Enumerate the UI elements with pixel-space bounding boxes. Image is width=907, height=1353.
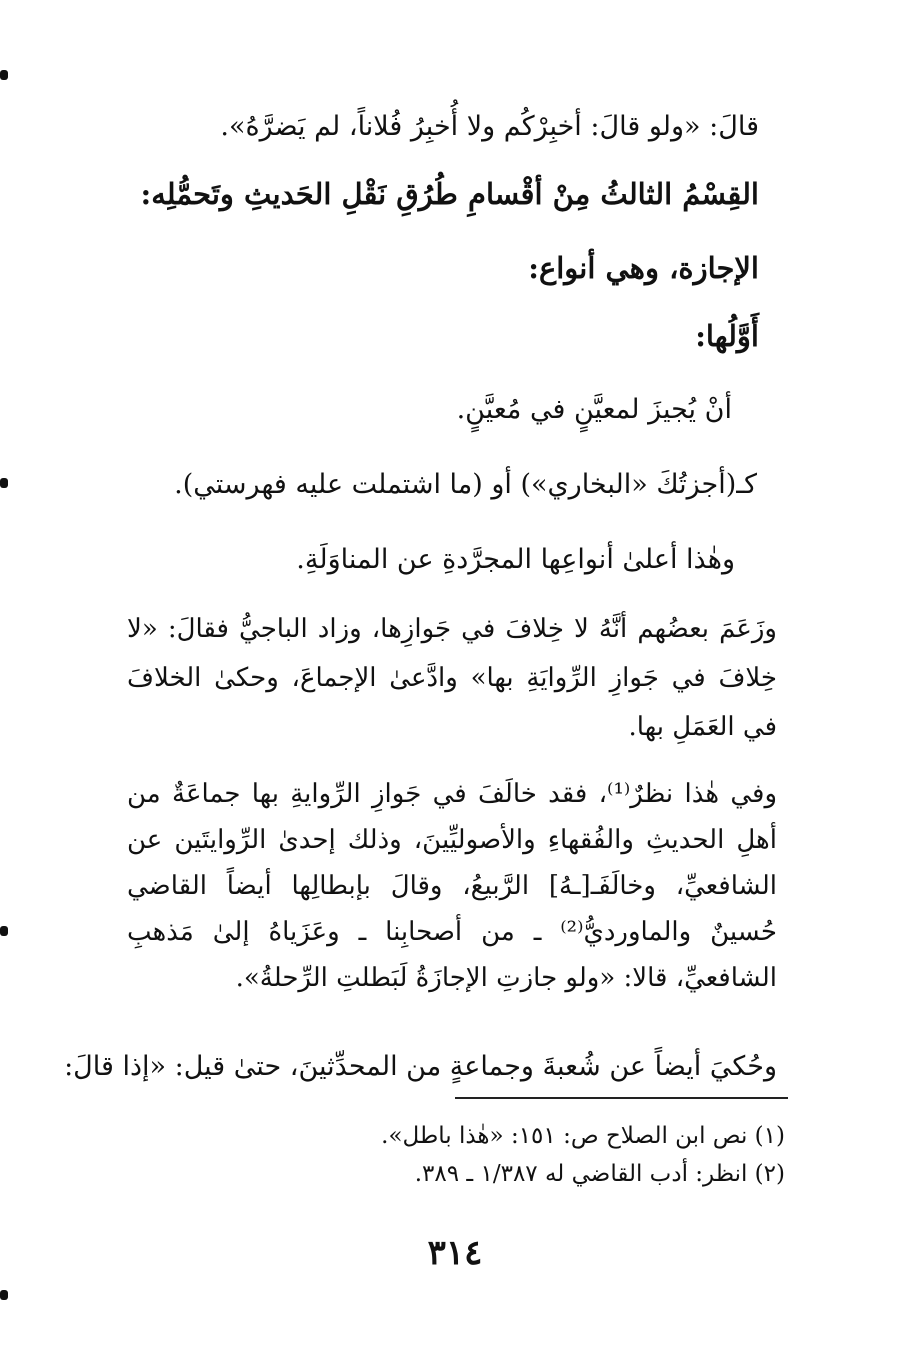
footnote-1: (١) نص ابن الصلاح ص: ١٥١: «هٰذا باطل». [381, 1123, 785, 1149]
section-heading: القِسْمُ الثالثُ مِنْ أقْسامِ طُرُقِ نَقْلِ الحَديثِ وتَحمُّلِه: [140, 177, 759, 211]
definition-line: أنْ يُجيزَ لمعيَّنٍ في مُعيَّنٍ. [456, 394, 732, 425]
paragraph-baji: وزَعَمَ بعضُهم أنَّهُ لا خِلافَ في جَوازِها، وزاد الباجيُّ فقالَ: «لا خِلافَ في جَوازِ الرِّوايَةِ بها» وادَّعىٰ الإجماعَ، وحكىٰ الخلافَ في العَمَلِ بها. [127, 614, 777, 742]
scan-margin-mark [0, 1290, 8, 1300]
footnote-divider [455, 1097, 788, 1099]
scan-margin-mark [0, 478, 8, 488]
footnote-2: (٢) انظر: أدب القاضي له ١/٣٨٧ ـ ٣٨٩. [414, 1161, 785, 1187]
statement-line: وهٰذا أعلىٰ أنواعِها المجرَّدةِ عن المناوَلَةِ. [296, 544, 735, 575]
page-number: ٣١٤ [427, 1233, 483, 1273]
scan-margin-mark [0, 70, 8, 80]
subheading-ijaza: الإجازة، وهي أنواع: [528, 251, 759, 285]
scan-margin-mark [0, 926, 8, 936]
example-line: كـ(أجزتُكَ «البخاري») أو (ما اشتملت عليه فهرستي). [174, 469, 757, 500]
paragraph-dissent: وفي هٰذا نظرٌ⁽¹⁾، فقد خالَفَ في جَوازِ الرِّوايةِ بها جماعَةٌ من أهلِ الحديثِ والفُقهاءِ والأصوليِّينَ، وذلك إحدىٰ الرِّوايتَين عن الشافعيِّ، وخالَفَـ[ـهُ] الرَّبيعُ، وقالَ بإبطالِها أيضاً القاضي حُسينٌ والماورديُّ⁽²⁾ ـ من أصحابِنا ـ وعَزَياهُ إلىٰ مَذهبِ الشافعيِّ، قالا: «ولو جازتِ الإجازَةُ لَبَطلتِ الرِّحلةُ». [127, 779, 778, 993]
continuation-line: وحُكيَ أيضاً عن شُعبةَ وجماعةٍ من المحدِّثينَ، حتىٰ قيل: «إذا قالَ: [64, 1051, 777, 1082]
quote-line: قالَ: «ولو قالَ: أخبِرْكُم ولا أُخبِرُ فُلاناً، لم يَضرَّهُ». [220, 111, 759, 142]
subheading-first: أَوَّلُها: [695, 319, 759, 353]
